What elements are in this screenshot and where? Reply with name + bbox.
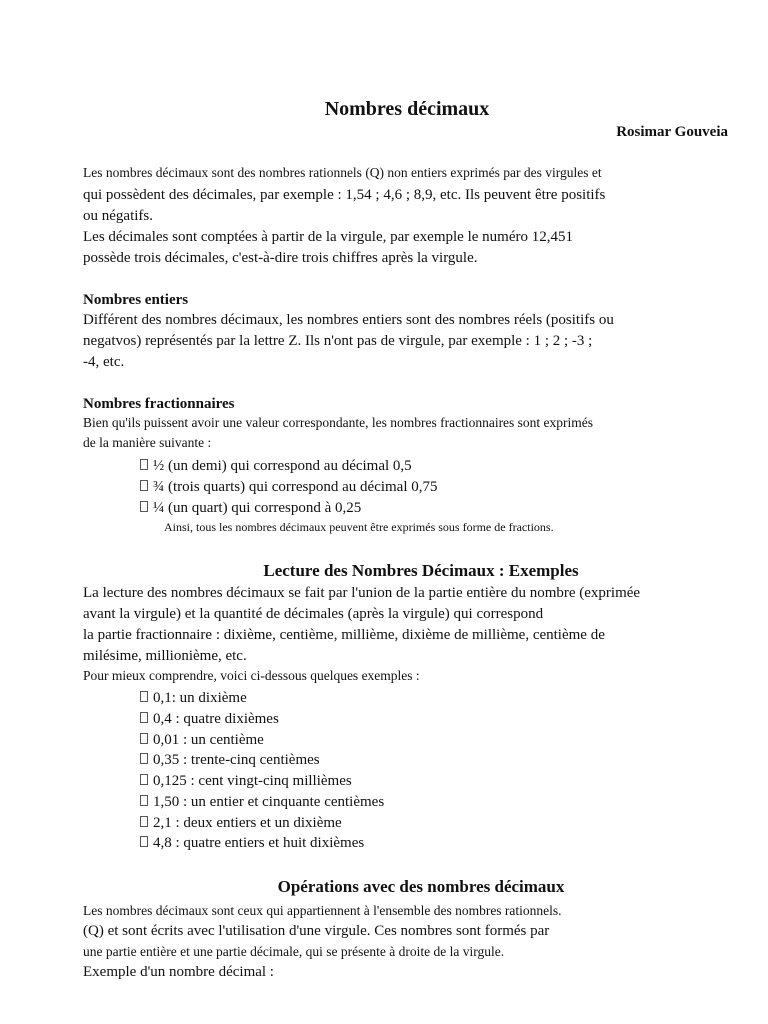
section-heading-lecture: Lecture des Nombres Décimaux : Exemples [263,561,579,580]
bullet-box-icon [140,691,148,702]
fractions-note: Ainsi, tous les nombres décimaux peuvent être exprimés sous forme de fractions. [164,520,554,534]
bullet-box-icon [140,753,148,764]
list-item-text: 0,4 : quatre dixièmes [153,711,279,727]
lecture-line: milésime, millionième, etc. [83,648,247,664]
list-item [140,477,438,497]
intro-line: ou négatifs. [83,208,153,224]
bullet-box-icon [140,816,148,827]
list-item [140,688,247,708]
bullet-box-icon [140,733,148,744]
list-item [140,750,320,770]
intro-line: qui possèdent des décimales, par exemple : 1,54 ; 4,6 ; 8,9, etc. Ils peuvent être positifs [83,187,606,203]
entiers-line: -4, etc. [83,354,125,370]
entiers-line: Différent des nombres décimaux, les nombres entiers sont des nombres réels (positifs ou [83,312,614,328]
list-item-text: ¾ (trois quarts) qui correspond au décimal 0,75 [153,479,438,495]
list-item [140,792,384,812]
lecture-line: la partie fractionnaire : dixième, centième, millième, dixième de millième, centième de [83,627,605,643]
entiers-line: negatvos) représentés par la lettre Z. Ils n'ont pas de virgule, par exemple : 1 ; 2 ; -3 ; [83,333,593,349]
intro-line: possède trois décimales, c'est-à-dire trois chiffres après la virgule. [83,250,478,266]
bullet-box-icon [140,459,148,470]
list-item [140,771,352,791]
intro-line: Les décimales sont comptées à partir de la virgule, par exemple le numéro 12,451 [83,229,573,245]
list-item-text: 0,01 : un centième [153,732,264,748]
list-item-text: ½ (un demi) qui correspond au décimal 0,5 [153,458,412,474]
list-item [140,709,279,729]
list-item [140,813,342,833]
list-item [140,730,264,750]
lecture-line: avant la virgule) et la quantité de décimales (après la virgule) qui correspond [83,606,544,622]
list-item-text: 4,8 : quatre entiers et huit dixièmes [153,835,365,851]
section-heading-fractionnaires: Nombres fractionnaires [83,396,235,412]
fractionnaires-line: Bien qu'ils puissent avoir une valeur correspondante, les nombres fractionnaires sont exprimés [83,415,594,430]
page-title: Nombres décimaux [324,98,490,120]
fractionnaires-line: de la manière suivante : [83,435,212,450]
operations-line: (Q) et sont écrits avec l'utilisation d'une virgule. Ces nombres sont formés par [83,923,550,939]
list-item-text: 1,50 : un entier et cinquante centièmes [153,794,385,810]
list-item [140,498,361,518]
list-item-text: ¼ (un quart) qui correspond à 0,25 [153,500,362,516]
list-item-text: 0,35 : trente-cinq centièmes [153,752,320,768]
bullet-box-icon [140,712,148,723]
section-heading-operations: Opérations avec des nombres décimaux [277,877,565,896]
section-heading-entiers: Nombres entiers [83,292,189,308]
operations-line: Exemple d'un nombre décimal : [83,964,274,980]
operations-line: Les nombres décimaux sont ceux qui appartiennent à l'ensemble des nombres rationnels. [83,903,562,918]
operations-line: une partie entière et une partie décimale, qui se présente à droite de la virgule. [83,944,505,959]
list-item-text: 0,1: un dixième [153,690,247,706]
lecture-examples-intro: Pour mieux comprendre, voici ci-dessous quelques exemples : [83,668,420,683]
bullet-box-icon [140,774,148,785]
bullet-box-icon [140,836,148,847]
list-item-text: 0,125 : cent vingt-cinq millièmes [153,773,352,789]
lecture-line: La lecture des nombres décimaux se fait par l'union de la partie entière du nombre (exprimée [83,585,641,601]
intro-line: Les nombres décimaux sont des nombres rationnels (Q) non entiers exprimés par des virgules et [83,165,602,180]
list-item [140,456,412,476]
bullet-box-icon [140,480,148,491]
bullet-box-icon [140,795,148,806]
bullet-box-icon [140,501,148,512]
list-item-text: 2,1 : deux entiers et un dixième [153,815,342,831]
author-name: Rosimar Gouveia [616,124,728,140]
list-item [140,833,364,853]
